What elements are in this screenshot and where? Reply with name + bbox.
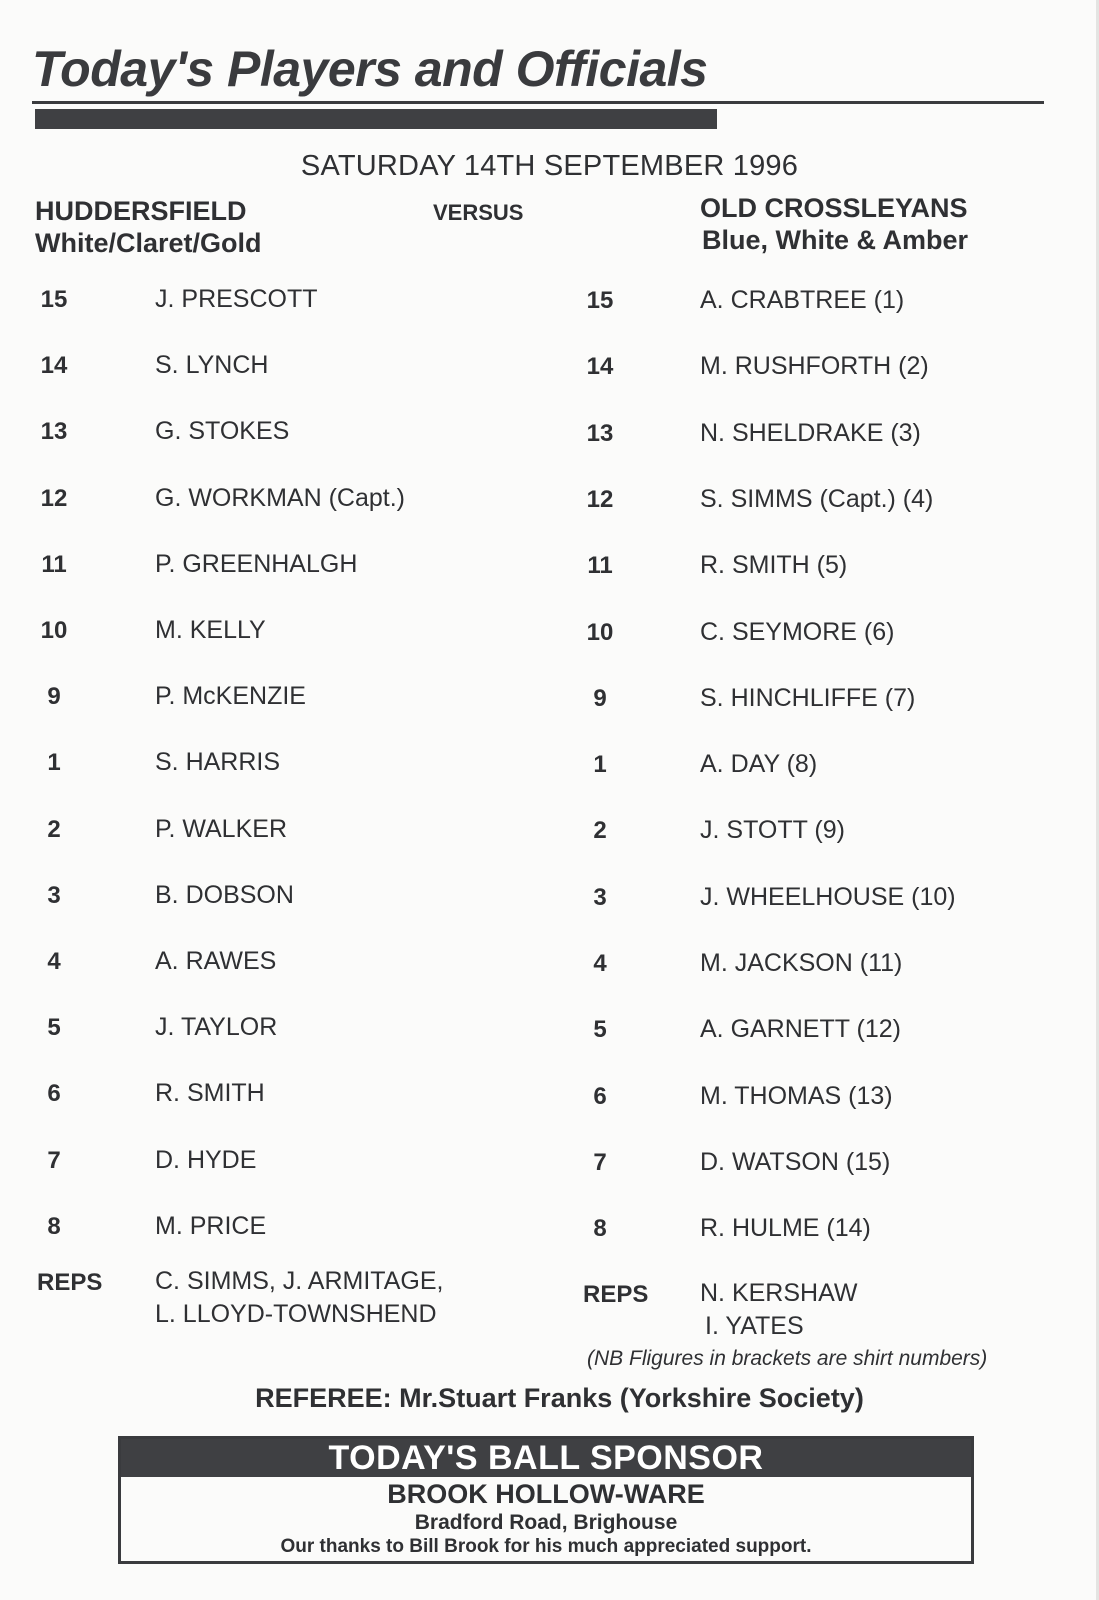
player-number: 14 [586,353,614,381]
player-number: 13 [586,419,614,447]
home-reps-label: REPS [37,1269,103,1296]
title-underline [32,101,1044,104]
player-number: 7 [47,1146,61,1174]
player-name: S. HINCHLIFFE (7) [700,683,916,712]
player-name: S. LYNCH [155,351,269,380]
player-name: A. GARNETT (12) [700,1015,901,1044]
versus-label: VERSUS [433,200,524,225]
player-name: P. WALKER [155,814,287,843]
player-number: 7 [593,1148,607,1176]
player-number: 3 [593,883,607,911]
player-name: N. SHELDRAKE (3) [700,418,921,447]
sponsor-address: Bradford Road, Brighouse [414,1511,678,1534]
player-name: A. DAY (8) [700,750,818,779]
page-title: Today's Players and Officials [32,41,708,97]
player-name: M. THOMAS (13) [700,1081,893,1110]
away-reps-label: REPS [583,1281,649,1308]
player-name: S. SIMMS (Capt.) (4) [700,484,934,513]
player-number: 9 [47,683,61,711]
player-number: 8 [47,1212,61,1240]
home-team-name: HUDDERSFIELD [35,196,247,226]
player-name: J. STOTT (9) [700,816,845,845]
player-name: S. HARRIS [155,748,281,777]
player-number: 10 [586,618,614,646]
sponsor-thanks: Our thanks to Bill Brook for his much appreciated support. [280,1536,812,1557]
player-name: C. SEYMORE (6) [700,617,895,646]
player-number: 10 [40,617,68,644]
player-name: R. SMITH [155,1079,265,1108]
player-number: 11 [587,552,613,580]
player-name: P. GREENHALGH [155,549,358,578]
player-name: J. WHEELHOUSE (10) [700,882,956,911]
away-team-colors: Blue, White & Amber [702,225,969,255]
home-team-colors: White/Claret/Gold [35,228,262,258]
away-reps-line: I. YATES [705,1312,804,1340]
player-number: 15 [586,287,614,314]
player-number: 12 [40,484,68,512]
player-name: B. DOBSON [155,880,294,909]
player-name: M. RUSHFORTH (2) [700,352,929,381]
player-name: A. RAWES [155,947,277,975]
player-number: 8 [593,1215,607,1243]
home-reps-line: C. SIMMS, J. ARMITAGE, [155,1267,444,1295]
player-number: 5 [593,1016,607,1044]
player-name: M. KELLY [155,616,266,644]
away-team-name: OLD CROSSLEYANS [700,193,968,223]
player-number: 11 [41,550,67,578]
player-number: 6 [47,1080,61,1108]
player-number: 4 [47,948,61,975]
referee-line: REFEREE: Mr.Stuart Franks (Yorkshire Society) [255,1383,864,1413]
player-number: 4 [593,950,607,977]
player-name: M. PRICE [155,1211,267,1240]
ball-sponsor-box [118,1436,974,1564]
player-number: 13 [40,418,68,446]
player-number: 2 [593,817,607,845]
player-number: 6 [593,1082,607,1110]
player-number: 9 [593,684,607,712]
sponsor-name: BROOK HOLLOW-WARE [387,1479,705,1509]
player-name: J. PRESCOTT [155,285,318,313]
player-name: D. HYDE [155,1145,257,1174]
player-name: G. WORKMAN (Capt.) [155,483,406,512]
home-reps-line: L. LLOYD-TOWNSHEND [155,1300,437,1328]
player-name: M. JACKSON (11) [700,949,903,977]
player-number: 12 [586,485,614,513]
player-number: 15 [40,286,68,313]
player-number: 3 [47,881,61,909]
player-name: R. SMITH (5) [700,551,848,580]
player-name: D. WATSON (15) [700,1147,891,1176]
match-date: SATURDAY 14TH SEPTEMBER 1996 [300,150,799,182]
title-bar [35,109,717,129]
player-name: J. TAYLOR [155,1013,278,1042]
player-number: 5 [47,1014,61,1042]
player-number: 2 [47,815,61,843]
player-number: 14 [40,352,68,380]
player-name: P. McKENZIE [155,682,306,711]
player-number: 1 [47,749,61,777]
player-name: G. STOKES [155,417,290,446]
player-number: 1 [593,751,607,779]
away-reps-line: N. KERSHAW [700,1279,858,1307]
sponsor-heading: TODAY'S BALL SPONSOR [121,1439,971,1477]
player-name: A. CRABTREE (1) [700,286,905,314]
player-name: R. HULME (14) [700,1214,871,1243]
shirt-number-note: (NB Fligures in brackets are shirt numbers) [587,1347,988,1370]
